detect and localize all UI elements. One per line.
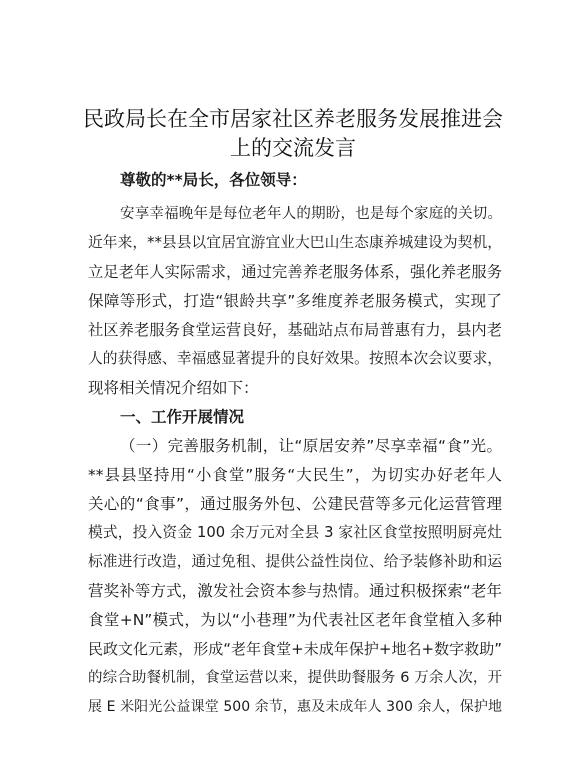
paragraph-1-line: 现将相关情况介绍如下： <box>88 379 259 397</box>
paragraph-2-line: 展 E 米阳光公益课堂 500 余节，惠及未成年人 300 余人，保护地 <box>88 699 502 715</box>
paragraph-2-line: **县县坚持用“小食堂”服务“大民生”，为切实办好老年人 <box>88 466 502 484</box>
paragraph-2-line: 关心的“食事”，通过服务外包、公建民营等多元化运营管理 <box>88 495 502 513</box>
paragraph-1-line: 近年来，**县县以宜居宜游宜业大巴山生态康养城建设为契机， <box>88 234 502 251</box>
paragraph-2-line: 标准进行改造，通过免租、提供公益性岗位、给予装修补助和运 <box>88 553 502 570</box>
paragraph-2-line: 营奖补等方式，激发社会资本参与热情。通过积极探索“老年 <box>88 582 502 600</box>
paragraph-2-line: 食堂+N”模式，为以“小巷理”为代表社区老年食堂植入多种 <box>88 611 502 629</box>
paragraph-2-line: 模式，投入资金 100 余万元对全县 3 家社区食堂按照明厨亮灶 <box>88 524 502 541</box>
paragraph-1-line: 保障等形式，打造“银龄共享”多维度养老服务模式，实现了 <box>88 292 502 310</box>
paragraph-2-line: 的综合助餐机制，食堂运营以来，提供助餐服务 6 万余人次，开 <box>88 670 502 686</box>
paragraph-2-line: 民政文化元素，形成“老年食堂+未成年保护+地名+数字救助” <box>88 640 502 658</box>
paragraph-2-line: （一）完善服务机制，让“原居安养”尽享幸福“食”光。 <box>120 437 502 455</box>
salutation: 尊敬的**局长，各位领导： <box>120 171 307 189</box>
document-title-line-1: 民政局长在全市居家社区养老服务发展推进会 <box>83 107 503 131</box>
document-title-line-2: 上的交流发言 <box>230 136 356 160</box>
section-1-heading: 一、工作开展情况 <box>120 408 245 426</box>
paragraph-1-line: 立足老年人实际需求，通过完善养老服务体系，强化养老服务 <box>88 263 502 281</box>
paragraph-1-line: 社区养老服务食堂运营良好，基础站点布局普惠有力，县内老 <box>88 321 502 339</box>
paragraph-1-line: 安享幸福晚年是每位老年人的期盼，也是每个家庭的关切。 <box>120 206 502 222</box>
paragraph-1-line: 人的获得感、幸福感显著提升的良好效果。按照本次会议要求， <box>88 350 502 367</box>
